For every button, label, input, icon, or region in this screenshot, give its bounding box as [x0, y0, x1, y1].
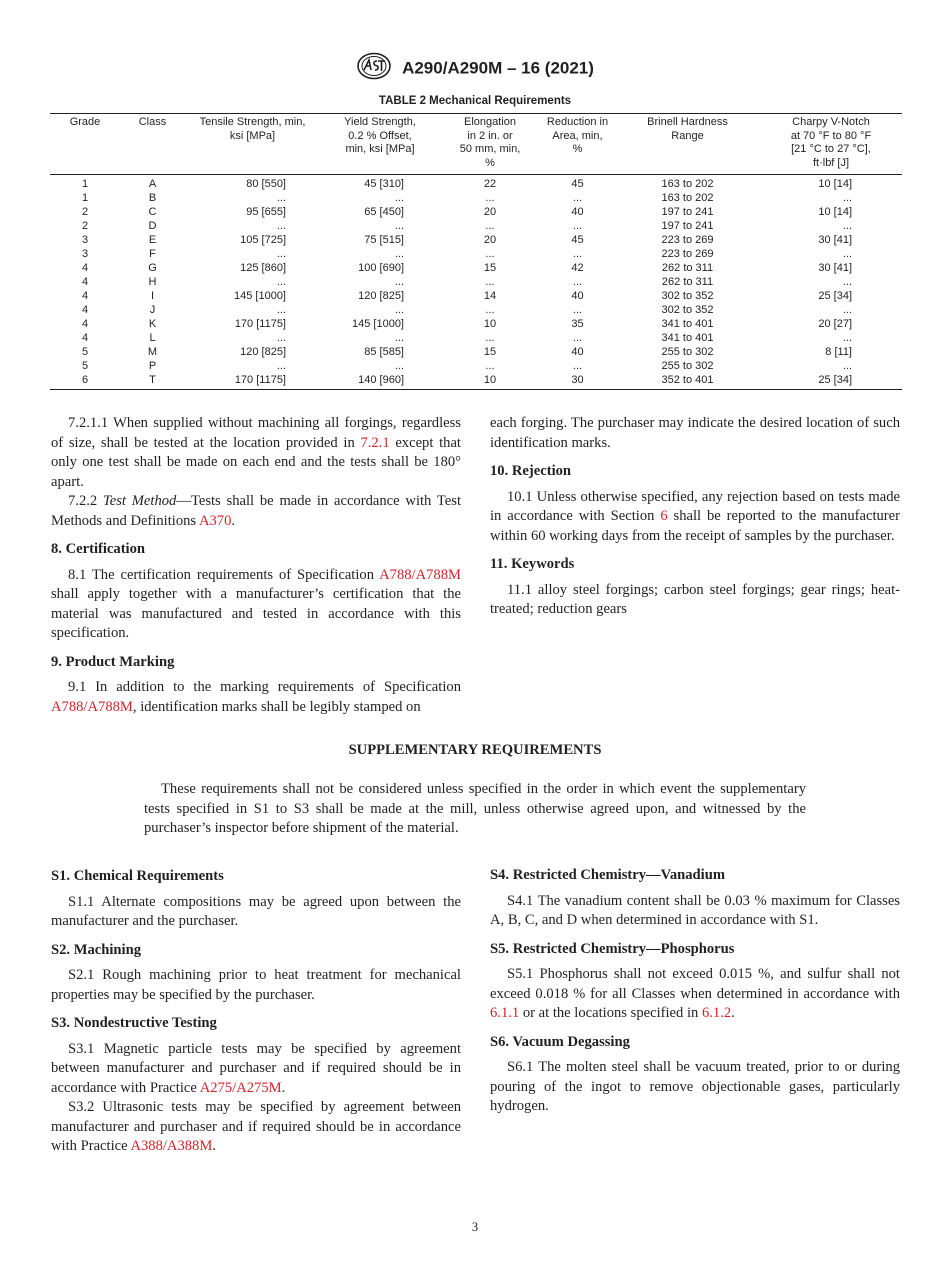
- table-row: [50, 247, 902, 261]
- cell-yield: ...: [394, 360, 404, 372]
- cell-yield: 140 [960]: [320, 373, 440, 390]
- heading-certification: 8. Certification: [51, 541, 146, 557]
- table-row: [50, 261, 902, 275]
- cell-brinell: 163 to 202: [661, 178, 714, 190]
- cell-class: I: [150, 290, 155, 302]
- cell-charpy: ...: [842, 360, 852, 372]
- astm-logo-icon: [356, 52, 392, 85]
- cell-elongation: ...: [485, 332, 495, 344]
- table-row: [50, 219, 902, 233]
- cell-charpy: ...: [842, 276, 852, 288]
- table-row: [50, 303, 902, 317]
- heading-s4: S4. Restricted Chemistry—Vanadium: [490, 867, 725, 883]
- cell-tensile: ...: [276, 304, 286, 316]
- cell-class: M: [147, 346, 158, 358]
- cell-elongation: ...: [485, 276, 495, 288]
- cell-charpy: 25 [34]: [760, 373, 902, 390]
- cell-tensile: ...: [276, 276, 286, 288]
- heading-s3: S3. Nondestructive Testing: [51, 1015, 217, 1031]
- heading-s6: S6. Vacuum Degassing: [490, 1033, 630, 1050]
- table-row: [50, 205, 902, 219]
- cell-elongation: 10: [483, 318, 497, 330]
- mechanical-requirements-table: [50, 113, 902, 390]
- cell-brinell: 352 to 401: [615, 373, 760, 390]
- paragraph-7-2-2: 7.2.2 Test Method—Tests shall be made in accordance with Test Methods and Definitions A370.: [51, 493, 461, 529]
- table-body: [50, 175, 902, 390]
- cell-yield: 75 [515]: [364, 234, 404, 246]
- cell-reduction: ...: [572, 248, 583, 260]
- cell-yield: ...: [394, 276, 404, 288]
- cell-elongation: ...: [485, 360, 495, 372]
- table-row: [50, 345, 902, 359]
- link-a788-marking[interactable]: A788/A788M: [51, 698, 133, 715]
- paragraph-s4-1: S4.1 The vanadium content shall be 0.03 % maximum for Classes A, B, C, and D when determined in accordance with S1.: [490, 892, 900, 928]
- cell-class: F: [149, 248, 156, 260]
- table-title: TABLE 2 Mechanical Requirements: [378, 95, 572, 107]
- cell-charpy: 30 [41]: [818, 262, 852, 274]
- cell-reduction: ...: [572, 304, 583, 316]
- left-column: [51, 414, 461, 717]
- cell-class: L: [149, 332, 156, 344]
- cell-charpy: 25 [34]: [818, 290, 852, 302]
- paragraph-9-1-continued: each forging. The purchaser may indicate the desired location of such identification marks.: [490, 415, 900, 451]
- paragraph-9-1: 9.1 In addition to the marking requirements of Specification A788/A788M, identification marks shall be legibly stamped on: [51, 679, 461, 715]
- cell-brinell: 302 to 352: [661, 304, 714, 316]
- link-a388[interactable]: A388/A388M: [130, 1138, 213, 1154]
- cell-yield: 100 [690]: [358, 262, 404, 274]
- paragraph-7-2-1-1: 7.2.1.1 When supplied without machining all forgings, regardless of size, shall be tested at the location provided in 7.2.1 except that only one test shall be made on each end and the tests shall be 180° apart.: [51, 415, 461, 490]
- cell-reduction: ...: [572, 192, 583, 204]
- cell-tensile: 120 [825]: [240, 346, 286, 358]
- cell-grade: 4: [81, 332, 89, 344]
- cell-grade: 4: [81, 318, 89, 330]
- table-row: [50, 289, 902, 303]
- cell-yield: ...: [394, 248, 404, 260]
- cell-elongation: 14: [483, 290, 497, 302]
- paragraph-s5-1: S5.1 Phosphorus shall not exceed 0.015 %, and sulfur shall not exceed 0.018 % for all Classes when determined in accordance with 6.1.1 or at the locations specified in 6.1.2.: [490, 966, 900, 1021]
- paragraph-10-1: 10.1 Unless otherwise specified, any rejection based on tests made in accordance with Section 6 shall be reported to the manufacturer within 60 working days from the receipt of samples by the purchaser.: [490, 488, 900, 544]
- paragraph-11-1: 11.1 alloy steel forgings; carbon steel forgings; gear rings; heat-treated; reduction gears: [490, 581, 900, 617]
- cell-elongation: ...: [485, 304, 495, 316]
- cell-yield: 120 [825]: [358, 290, 404, 302]
- cell-grade: 5: [81, 346, 89, 358]
- cell-charpy: 8 [11]: [825, 346, 852, 358]
- cell-elongation: ...: [485, 220, 495, 232]
- table-row: [50, 233, 902, 247]
- cell-class: K: [148, 318, 157, 330]
- paragraph-s3-1: S3.1 Magnetic particle tests may be specified by agreement between manufacturer and purchaser and if required should be in accordance with Practice A275/A275M.: [51, 1040, 461, 1096]
- cell-grade: 2: [81, 220, 89, 232]
- link-a788[interactable]: A788/A788M: [379, 566, 461, 583]
- table-row: [50, 359, 902, 373]
- cell-tensile: 170 [1175]: [234, 318, 286, 330]
- cell-grade: 1: [81, 178, 89, 190]
- table-row: [50, 373, 902, 390]
- paragraph-s3-2: S3.2 Ultrasonic tests may be specified by agreement between manufacturer and purchaser and if required should be in accordance with Practice A388/A388M.: [51, 1099, 461, 1154]
- header-class: Class: [120, 114, 185, 175]
- cell-charpy: 10 [14]: [818, 178, 852, 190]
- page-number: 3: [471, 1220, 479, 1234]
- cell-reduction: ...: [572, 276, 583, 288]
- right-column: [490, 414, 900, 620]
- cell-brinell: 341 to 401: [661, 318, 714, 330]
- table-row: [50, 175, 902, 192]
- table-row: [50, 275, 902, 289]
- link-section-6[interactable]: 6: [660, 508, 668, 524]
- cell-yield: 145 [1000]: [352, 318, 404, 330]
- cell-class: H: [148, 276, 157, 288]
- cell-tensile: ...: [276, 192, 286, 204]
- table-row: [50, 317, 902, 331]
- cell-grade: 4: [81, 304, 89, 316]
- cell-class: E: [148, 234, 157, 246]
- header-yield: Yield Strength, 0.2 % Offset, min, ksi [MPa]: [320, 114, 440, 175]
- heading-product-marking: 9. Product Marking: [51, 653, 175, 670]
- cell-charpy: ...: [842, 192, 852, 204]
- cell-reduction: 42: [571, 262, 584, 274]
- cell-brinell: 262 to 311: [661, 276, 714, 288]
- cell-brinell: 197 to 241: [661, 206, 714, 218]
- cell-grade: 4: [81, 276, 89, 288]
- cell-brinell: 163 to 202: [661, 192, 714, 204]
- heading-s1: S1. Chemical Requirements: [51, 868, 224, 884]
- table-row: [50, 331, 902, 345]
- cell-tensile: 105 [725]: [240, 234, 286, 246]
- cell-elongation: 15: [483, 262, 497, 274]
- link-6-1-2[interactable]: 6.1.2: [701, 1005, 732, 1021]
- cell-elongation: ...: [485, 192, 495, 204]
- cell-class: T: [120, 373, 185, 390]
- cell-brinell: 302 to 352: [661, 290, 714, 302]
- cell-class: P: [148, 360, 157, 372]
- supplementary-right-column: [490, 866, 900, 1117]
- cell-brinell: 223 to 269: [661, 248, 714, 260]
- cell-charpy: 10 [14]: [818, 206, 852, 218]
- cell-tensile: 95 [655]: [246, 206, 286, 218]
- table-header-row: [50, 114, 902, 175]
- header-grade: Grade: [50, 114, 120, 175]
- cell-grade: 2: [81, 206, 89, 218]
- cell-elongation: 15: [483, 346, 497, 358]
- cell-reduction: ...: [572, 332, 583, 344]
- cell-charpy: ...: [842, 304, 852, 316]
- cell-yield: 45 [310]: [364, 178, 404, 190]
- cell-class: J: [149, 304, 156, 316]
- paragraph-s2-1: S2.1 Rough machining prior to heat treatment for mechanical properties may be specified by the purchaser.: [51, 967, 461, 1003]
- table-row: [50, 191, 902, 205]
- cell-charpy: 20 [27]: [818, 318, 852, 330]
- cell-yield: ...: [394, 332, 404, 344]
- cell-tensile: 170 [1175]: [185, 373, 320, 390]
- cell-class: B: [148, 192, 157, 204]
- cell-reduction: ...: [572, 220, 583, 232]
- cell-brinell: 255 to 302: [661, 360, 714, 372]
- cell-reduction: 30: [540, 373, 615, 390]
- cell-class: C: [148, 206, 157, 218]
- cell-grade: 4: [81, 262, 89, 274]
- cell-brinell: 255 to 302: [661, 346, 714, 358]
- cell-class: A: [148, 178, 157, 190]
- paragraph-s1-1: S1.1 Alternate compositions may be agreed upon between the manufacturer and the purchaser.: [51, 893, 461, 929]
- cell-class: D: [148, 220, 157, 232]
- cell-reduction: 40: [571, 346, 584, 358]
- cell-reduction: 40: [571, 206, 584, 218]
- cell-grade: 3: [81, 248, 89, 260]
- document-designation: A290/A290M – 16 (2021): [402, 58, 594, 78]
- cell-tensile: ...: [276, 248, 286, 260]
- cell-brinell: 262 to 311: [661, 262, 714, 274]
- cell-elongation: 10: [440, 373, 540, 390]
- cell-reduction: 40: [571, 290, 584, 302]
- link-a275[interactable]: A275/A275M: [199, 1079, 282, 1096]
- cell-reduction: 35: [571, 318, 584, 330]
- header-brinell: Brinell Hardness Range: [615, 114, 760, 175]
- header-reduction: Reduction in Area, min, %: [540, 114, 615, 175]
- heading-s2: S2. Machining: [51, 941, 142, 958]
- header-tensile: Tensile Strength, min, ksi [MPa]: [185, 114, 320, 175]
- cell-tensile: ...: [276, 220, 286, 232]
- cell-elongation: 20: [483, 206, 497, 218]
- cell-reduction: 45: [571, 234, 584, 246]
- supplementary-title: SUPPLEMENTARY REQUIREMENTS: [348, 742, 602, 758]
- cell-yield: 85 [585]: [364, 346, 404, 358]
- cell-grade: 4: [81, 290, 89, 302]
- cell-tensile: 80 [550]: [246, 178, 286, 190]
- cell-reduction: ...: [572, 360, 583, 372]
- cell-tensile: ...: [276, 360, 286, 372]
- cell-class: G: [148, 262, 157, 274]
- cell-elongation: ...: [485, 248, 495, 260]
- cell-elongation: 20: [483, 234, 497, 246]
- cell-tensile: 125 [860]: [240, 262, 286, 274]
- link-6-1-1[interactable]: 6.1.1: [490, 1005, 520, 1021]
- cell-charpy: 30 [41]: [818, 234, 852, 246]
- paragraph-8-1: 8.1 The certification requirements of Specification A788/A788M shall apply together with a manufacturer’s certification that the material was manufactured and tested in accordance with this specification.: [51, 566, 461, 641]
- cell-grade: 5: [81, 360, 89, 372]
- cell-brinell: 223 to 269: [661, 234, 714, 246]
- cell-reduction: 45: [571, 178, 584, 190]
- cell-tensile: 145 [1000]: [234, 290, 286, 302]
- heading-s5: S5. Restricted Chemistry—Phosphorus: [490, 940, 735, 957]
- link-a370[interactable]: A370: [198, 512, 232, 529]
- page-header: [0, 52, 950, 85]
- cell-tensile: ...: [276, 332, 286, 344]
- header-elongation: Elongation in 2 in. or 50 mm, min, %: [440, 114, 540, 175]
- heading-keywords: 11. Keywords: [490, 556, 575, 572]
- cell-yield: 65 [450]: [364, 206, 404, 218]
- cell-yield: ...: [394, 304, 404, 316]
- cell-brinell: 197 to 241: [661, 220, 714, 232]
- cell-elongation: 22: [483, 178, 497, 190]
- cell-yield: ...: [394, 192, 404, 204]
- link-7-2-1[interactable]: 7.2.1: [360, 434, 390, 451]
- cell-brinell: 341 to 401: [661, 332, 714, 344]
- cell-yield: ...: [394, 220, 404, 232]
- cell-grade: 1: [81, 192, 89, 204]
- cell-charpy: ...: [842, 220, 852, 232]
- cell-grade: 3: [81, 234, 89, 246]
- supplementary-left-column: [51, 867, 461, 1157]
- cell-grade: 6: [50, 373, 120, 390]
- heading-rejection: 10. Rejection: [490, 463, 572, 479]
- paragraph-s6-1: S6.1 The molten steel shall be vacuum treated, prior to or during pouring of the ingot to remove objectionable gases, particularly hydrogen.: [490, 1059, 900, 1114]
- cell-charpy: ...: [842, 248, 852, 260]
- header-charpy: Charpy V-Notch at 70 °F to 80 °F [21 °C to 27 °C], ft·lbf [J]: [760, 114, 902, 175]
- cell-charpy: ...: [842, 332, 852, 344]
- supplementary-intro: These requirements shall not be considered unless specified in the order in which event the supplementary tests specified in S1 to S3 shall be made at the mill, unless otherwise agreed upon, and witnessed by the purchaser’s inspector before shipment of the material.: [144, 781, 806, 836]
